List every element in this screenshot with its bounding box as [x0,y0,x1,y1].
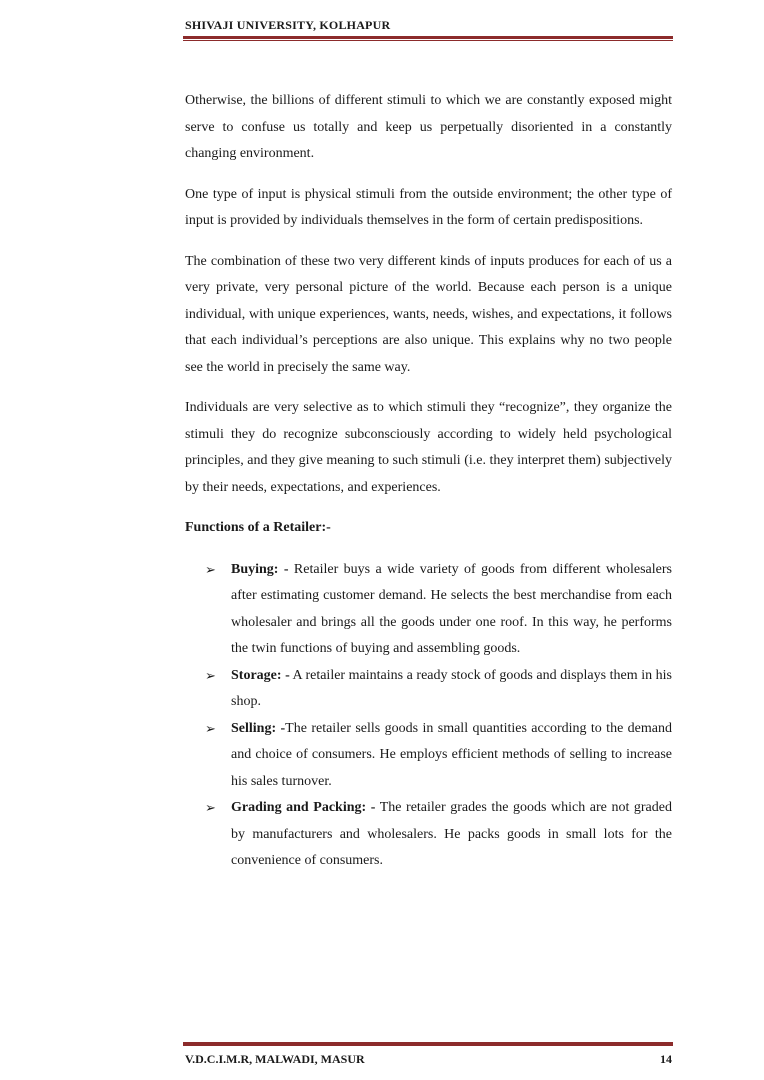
arrow-bullet-icon: ➢ [205,667,216,683]
header-rule [183,36,673,41]
item-term: Selling: - [231,720,286,736]
item-text: The retailer grades the goods which are not graded by manufacturers and wholesalers. He packs goods in small lots for the convenience of consumers. [231,800,672,868]
functions-list [185,557,672,875]
body-paragraph: One type of input is physical stimuli from the outside environment; the other type of input is provided by individuals themselves in the form of certain predispositions. [185,186,672,228]
list-item [185,557,672,663]
list-item [185,795,672,875]
page-body [185,88,672,875]
item-term: Grading and Packing: - [231,800,376,815]
item-term: Storage: - [231,667,290,683]
list-item [185,663,672,716]
footer-rule [183,1041,673,1046]
body-paragraph: Individuals are very selective as to which stimuli they “recognize”, they organize the stimuli they do recognize subconsciously according to widely held psychological principles, and they give meaning to such stimuli (i.e. they interpret them) subjectively by their needs, expectations, and experiences. [185,400,672,495]
section-heading: Functions of a Retailer:- [185,520,331,535]
header-title: SHIVAJI UNIVERSITY, KOLHAPUR [185,18,391,32]
footer-institution: V.D.C.I.M.R, MALWADI, MASUR [185,1052,365,1066]
arrow-bullet-icon: ➢ [205,561,216,577]
arrow-bullet-icon: ➢ [205,720,216,736]
item-text: Retailer buys a wide variety of goods from different wholesalers after estimating customer demand. He selects the best merchandise from each wholesaler and brings all the goods under one roof. In this way, he performs the twin functions of buying and assembling goods. [231,561,672,656]
list-item [185,716,672,796]
body-paragraph: Otherwise, the billions of different stimuli to which we are constantly exposed might serve to confuse us totally and keep us perpetually disoriented in a constantly changing environment. [185,93,672,161]
item-text: A retailer maintains a ready stock of goods and displays them in his shop. [231,667,672,709]
body-paragraph: The combination of these two very different kinds of inputs produces for each of us a very private, very personal picture of the world. Because each person is a unique individual, with unique experiences, wants, needs, wishes, and expectations, it follows that each individual’s perceptions are also unique. This explains why no two people see the world in precisely the same way. [185,253,672,375]
page-number: 14 [660,1052,672,1066]
item-text: The retailer sells goods in small quantities according to the demand and choice of consumers. He employs efficient methods of selling to increase his sales turnover. [231,720,672,789]
arrow-bullet-icon: ➢ [205,800,216,815]
item-term: Buying: - [231,561,289,577]
